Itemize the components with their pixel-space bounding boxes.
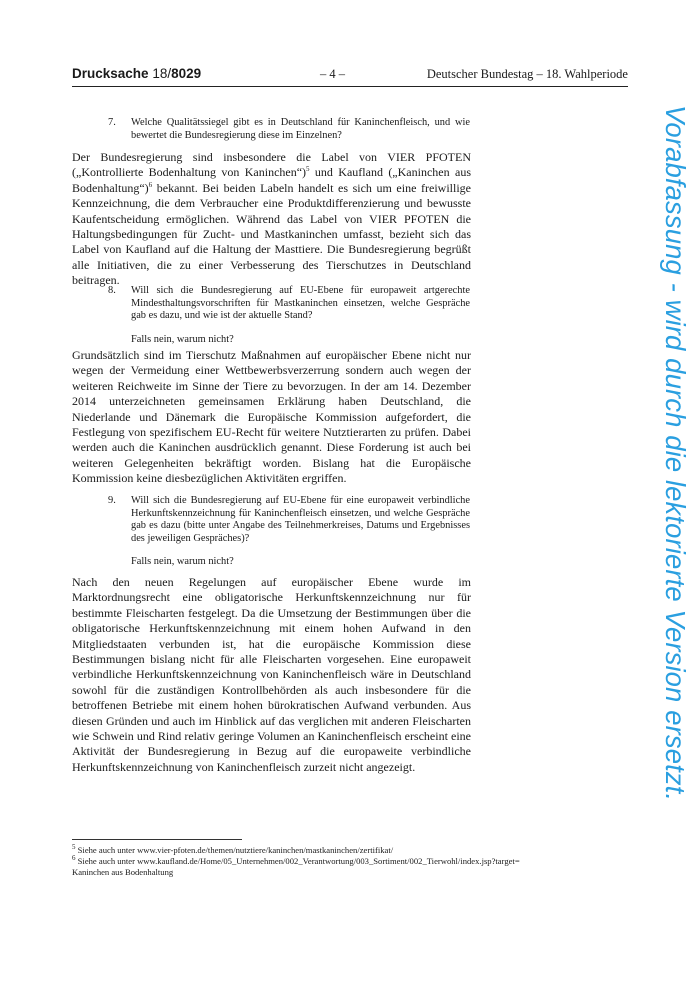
footnote-mark: 6 — [72, 854, 76, 863]
footnote-mark: 5 — [72, 843, 76, 852]
page-number: – 4 – — [320, 67, 345, 81]
question-followup: Falls nein, warum nicht? — [131, 333, 234, 345]
doc-label: Drucksache — [72, 66, 149, 81]
footnote-6 — [72, 856, 542, 877]
footnote-5 — [72, 845, 542, 856]
watermark — [651, 105, 691, 915]
watermark-text: Vorabfassung - wird durch die lektorierte Version ersetzt. — [660, 105, 691, 802]
question-number: 7. — [108, 117, 116, 128]
page-header — [72, 66, 628, 87]
question-8 — [108, 285, 470, 346]
question-7 — [108, 117, 470, 142]
footnote-text: Siehe auch unter www.kaufland.de/Home/05_Unternehmen/002_Verantwortung/003_Sortiment/002_Tierwohl/index.jsp?target= Kaninchen aus Bodenhaltung — [72, 856, 520, 877]
question-9 — [108, 495, 470, 569]
answer-9: Nach den neuen Regelungen auf europäischer Ebene wurde im Marktordnungsrecht eine obligatorische Herkunftskennzeichnung nur für bestimmte Fleischarten festgelegt. Da die Umsetzung der Bestimmungen über die obligatorische Herkunftskennzeichnung mit einem hohen Aufwand in den Mitgliedstaaten verbunden ist, hat die europäische Kommission diese Bestimmungen bislang nicht für alle Fleischarten vorgesehen. Eine europaweit verbindliche Herkunftskennzeichnung von Kaninchenfleisch wäre in Deutschland sowohl für die zuständigen Kontrollbehörden als auch insbesondere für die betroffenen Betriebe mit einem hohen bürokratischen Aufwand verbunden. Aus diesen Gründen und auch im Hinblick auf das verglichen mit anderen Fleischarten wie Schwein und Rind relativ geringe Volumen an Kaninchenfleisch erscheint eine Aktivität der Bundesregierung in Bezug auf die europaweite verbindliche Herkunftskennzeichnung von Kaninchenfleisch zurzeit nicht angezeigt. — [72, 575, 471, 774]
question-text: Will sich die Bundesregierung auf EU-Ebene für europaweit artgerechte Mindesthaltungsvorschriften für Mastkaninchen einsetzen, welche Gespräche gab es dazu, und wie ist der aktuelle Stand? — [131, 285, 470, 322]
question-text: Welche Qualitätssiegel gibt es in Deutschland für Kaninchenfleisch, und wie bewertet die Bundesregierung diese im Einzelnen? — [131, 117, 470, 141]
doc-number: 8029 — [171, 66, 202, 81]
answer-text: und Kaufland („Kaninchen aus Bodenhaltung“) — [72, 165, 471, 195]
answer-text: Der Bundesregierung sind insbesondere die Label von VIER PFOTEN („Kontrollierte Bodenhaltung von Kaninchen“) — [72, 150, 471, 180]
question-text: Will sich die Bundesregierung auf EU-Ebene für eine europaweit verbindliche Herkunftskennzeichnung für Kaninchenfleisch einsetzen, und welche Gespräche gab es dazu (bitte unter Angabe des Teilnehmerkreises, Datums und Ergebnisses des jeweiligen Gespräches)? — [131, 495, 470, 544]
question-number: 8. — [108, 285, 116, 296]
answer-text: bekannt. Bei beiden Labeln handelt es sich um eine freiwillige Kennzeichnung, die dem Verbraucher eine Produktdifferenzierung und bewusste Kaufentscheidung ermöglichen. Während das Label von VIER PFOTEN die Haltungsbedingungen für Zucht- und Mastkaninchen umfasst, bezieht sich das Label von Kaufland auf die Haltung der Masttiere. Die Bundesregierung begrüßt alle Initiativen, die zu einer Verbesserung des Tierschutzes in Deutschland beitragen. — [72, 180, 471, 288]
question-number: 9. — [108, 495, 116, 506]
institution: Deutscher Bundestag – 18. Wahlperiode — [426, 67, 628, 81]
footnote-ref: 6 — [148, 180, 153, 189]
footnote-text: Siehe auch unter www.vier-pfoten.de/themen/nutztiere/kaninchen/mastkaninchen/zertifikat/ — [77, 845, 394, 855]
answer-8: Grundsätzlich sind im Tierschutz Maßnahmen auf europäischer Ebene nicht nur wegen der Vermeidung einer Wettbewerbsverzerrung sondern auch wegen der weiteren Reichweite im Sinne der Tiere zu bevorzugen. In der am 14. Dezember 2014 unterzeichneten gemeinsamen Erklärung haben Deutschland, die Niederlande und Dänemark die Europäische Kommission aufgefordert, die Festlegung von spezifischem EU-Recht für weitere Nutztierarten zu prüfen. Dabei werden auch die Kaninchen ausdrücklich genannt. Diese Forderung ist auch bei weiteren Gelegenheiten bekräftigt worden. Bislang hat die Europäische Kommission keine diesbezüglichen Aktivitäten ergriffen. — [72, 348, 471, 486]
footnote-ref: 5 — [306, 165, 310, 174]
document-number — [72, 66, 201, 81]
answer-7 — [72, 150, 471, 289]
question-followup: Falls nein, warum nicht? — [131, 556, 234, 568]
footnote-divider — [72, 839, 242, 840]
doc-number-prefix: 18/ — [152, 66, 172, 81]
